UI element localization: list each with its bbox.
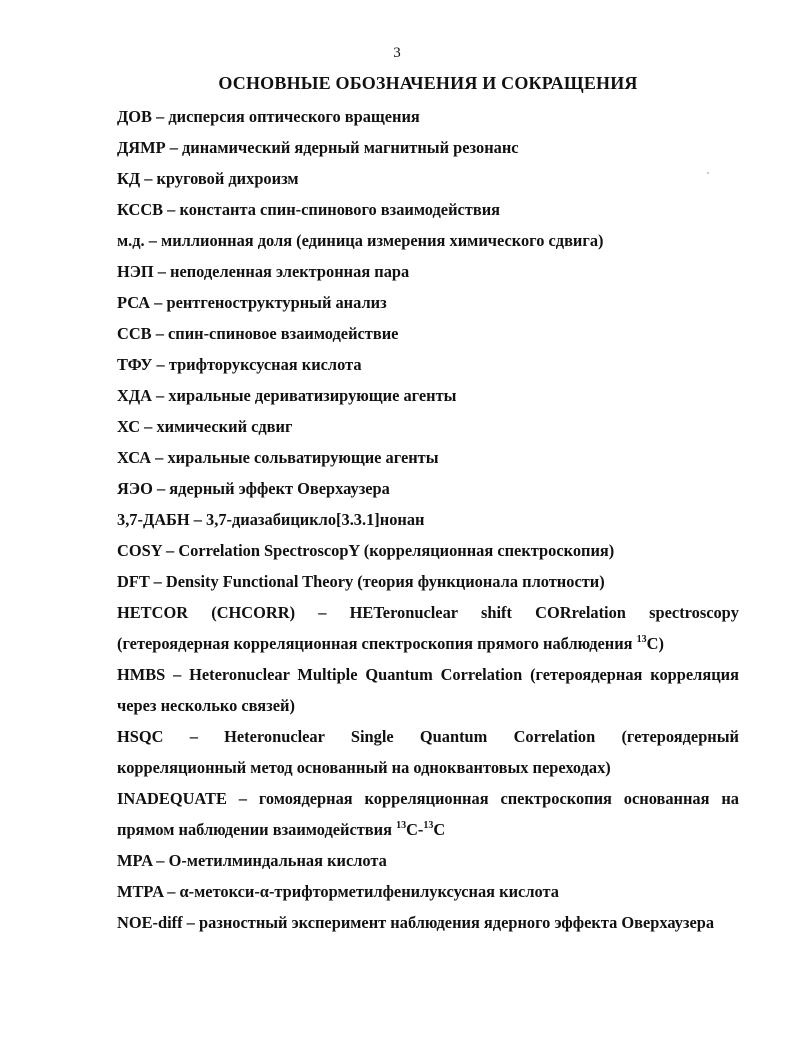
entry-text: INADEQUATE – гомоядерная корреляционная спектроскопия основанная на прямом наблюдении взаимодействия	[117, 789, 739, 839]
abbreviation-entry-ssv: ССВ – спин-спиновое взаимодействие	[117, 324, 399, 343]
abbreviation-entry-cosy: COSY – Correlation SpectroscopY (корреляционная спектроскопия)	[117, 541, 615, 560]
abbreviation-entry-noe-diff: NOE-diff – разностный эксперимент наблюдения ядерного эффекта Оверхаузера	[117, 913, 715, 932]
entry-text: HETCOR (CHCORR) – HETeronuclear shift CORrelation spectroscopy (гетероядерная корреляционная спектроскопия прямого наблюдения	[117, 603, 739, 653]
abbreviation-entry-hs: ХС – химический сдвиг	[117, 417, 293, 436]
entry-tail: C	[433, 820, 446, 839]
abbreviation-entry-hsa: ХСА – хиральные сольватирующие агенты	[117, 448, 439, 467]
superscript: 13	[396, 820, 407, 831]
abbreviation-entry-mtpa: MTPA – α-метокси-α-трифторметилфенилуксусная кислота	[117, 882, 559, 901]
abbreviation-entry-tfu: ТФУ – трифторуксусная кислота	[117, 355, 362, 374]
abbreviation-entry-kd: КД – круговой дихроизм	[117, 169, 299, 188]
page-number: 3	[393, 45, 401, 61]
abbreviation-list	[117, 101, 739, 938]
superscript-2: 13	[423, 820, 434, 831]
abbreviation-entry-yaeo: ЯЭО – ядерный эффект Оверхаузера	[117, 479, 390, 498]
abbreviation-entry-hmbs: HMBS – Heteronuclear Multiple Quantum Correlation (гетероядерная корреляция через несколько связей)	[117, 665, 739, 715]
abbreviation-entry-md: м.д. – миллионная доля (единица измерения химического сдвига)	[117, 231, 604, 250]
abbreviation-entry-hda: ХДА – хиральные дериватизирующие агенты	[117, 386, 457, 405]
abbreviation-entry-rsa: РСА – рентгеноструктурный анализ	[117, 293, 387, 312]
abbreviation-entry-hetcor	[117, 597, 739, 659]
abbreviation-entry-inadequate	[117, 783, 739, 845]
abbreviation-entry-mpa: MPA – О-метилминдальная кислота	[117, 851, 387, 870]
abbreviation-entry-hsqc: HSQC – Heteronuclear Single Quantum Correlation (гетероядерный корреляционный метод основанный на одноквантовых переходах)	[117, 727, 739, 777]
abbreviation-entry-kssv: КССВ – константа спин-спинового взаимодействия	[117, 200, 501, 219]
abbreviation-entry-dft: DFT – Density Functional Theory (теория функционала плотности)	[117, 572, 605, 591]
page-title: ОСНОВНЫЕ ОБОЗНАЧЕНИЯ И СОКРАЩЕНИЯ	[218, 73, 638, 93]
entry-tail: C)	[646, 634, 664, 653]
abbreviation-entry-nep: НЭП – неподеленная электронная пара	[117, 262, 410, 281]
abbreviation-entry-dyamr: ДЯМР – динамический ядерный магнитный резонанс	[117, 138, 519, 157]
entry-mid: C-	[406, 820, 424, 839]
superscript: 13	[636, 634, 647, 645]
abbreviation-entry-dov: ДОВ – дисперсия оптического вращения	[117, 107, 420, 126]
abbreviation-entry-dabn: 3,7-ДАБН – 3,7-диазабицикло[3.3.1]нонан	[117, 510, 425, 529]
